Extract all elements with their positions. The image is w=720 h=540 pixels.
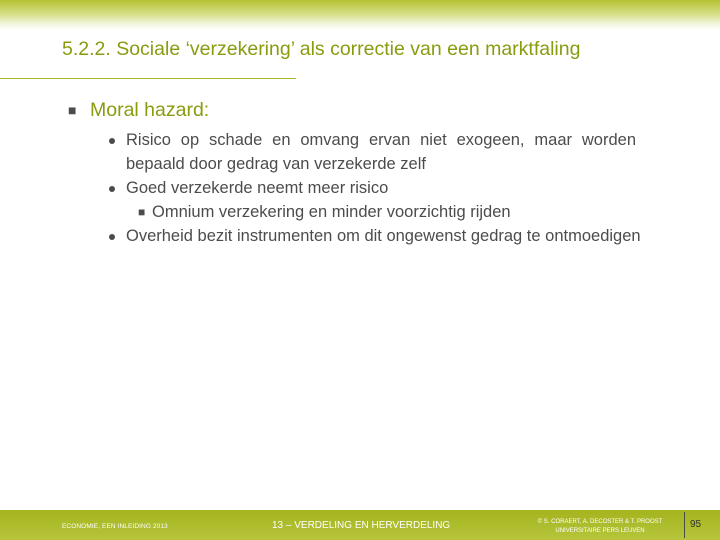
dot-bullet-icon — [109, 234, 115, 240]
bullet-sub-3-text: Overheid bezit instrumenten om dit ongewenst gedrag te ontmoedigen — [126, 227, 641, 245]
footer-copyright-authors: © S. CORAERT, A. DECOSTER & T. PROOST — [537, 519, 663, 525]
bullet-main — [62, 96, 662, 124]
footer-divider — [684, 512, 685, 538]
bullet-main-text: Moral hazard: — [90, 99, 210, 121]
footer-course: ECONOMIE, EEN INLEIDING 2013 — [62, 523, 168, 530]
bullet-sub-2 — [126, 176, 662, 200]
bullet-sub-1 — [126, 128, 636, 176]
bullet-sub-1-text: Risico op schade en omvang ervan niet exogeen, maar worden bepaald door gedrag van verzekerde zelf — [126, 131, 636, 173]
square-bullet-icon: ■ — [68, 102, 77, 118]
page-number: 95 — [690, 519, 702, 530]
top-gradient-band — [0, 0, 720, 30]
bullet-sub-3 — [126, 224, 646, 248]
footer-bar — [0, 510, 720, 540]
bullet-sub-2-child — [138, 200, 662, 224]
footer-chapter: 13 – VERDELING EN HERVERDELING — [272, 520, 451, 531]
square-bullet-icon: ■ — [138, 205, 146, 219]
footer-copyright-publisher: UNIVERSITAIRE PERS LEUVEN — [555, 528, 645, 534]
slide-body — [62, 96, 662, 248]
dot-bullet-icon — [109, 186, 115, 192]
slide-title: 5.2.2. Sociale ‘verzekering’ als correctie van een marktfaling — [62, 38, 581, 60]
dot-bullet-icon — [109, 138, 115, 144]
title-underline — [0, 78, 296, 79]
bullet-sub-2-text: Goed verzekerde neemt meer risico — [126, 179, 389, 197]
footer-copyright — [520, 518, 680, 536]
bullet-sub-2-child-text: Omnium verzekering en minder voorzichtig rijden — [152, 203, 511, 221]
